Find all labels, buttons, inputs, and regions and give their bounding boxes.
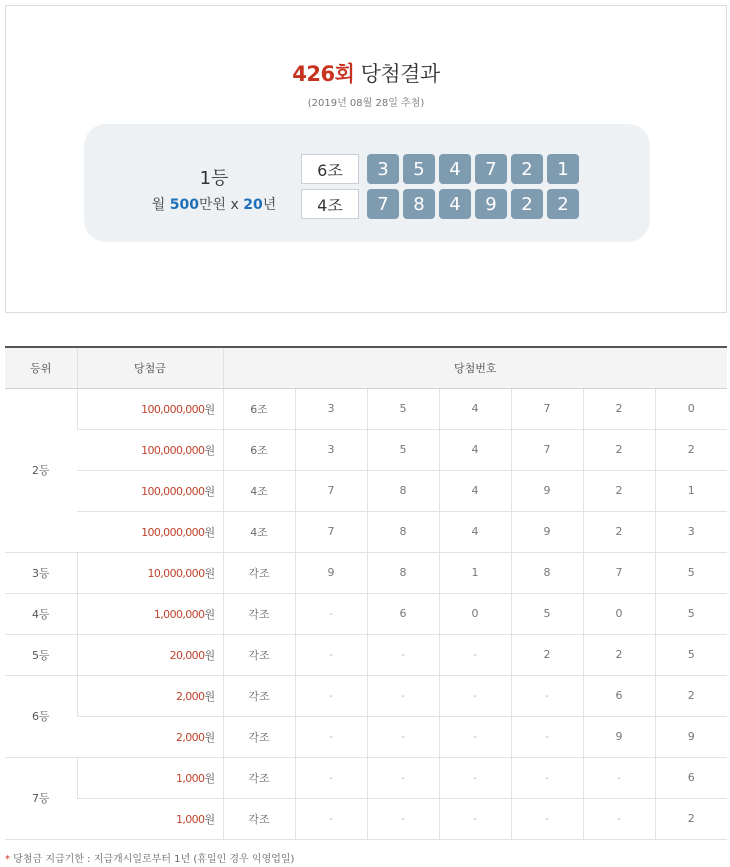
rank-cell: 3등 (5, 552, 77, 593)
group-cell: 각조 (223, 552, 295, 593)
desc-mid: 만원 x (198, 197, 244, 213)
first-prize-box (84, 124, 650, 242)
prize-amount: 10,000,000 (147, 566, 205, 580)
years: 20 (243, 197, 263, 213)
number-cell: - (439, 798, 511, 839)
group-cell: 각조 (223, 798, 295, 839)
number-ball: 1 (547, 154, 579, 184)
group-box: 6조 (301, 154, 359, 184)
header-rank: 등위 (5, 347, 77, 388)
won-unit: 원 (204, 484, 215, 498)
note-star: * (5, 854, 10, 865)
number-cell: 8 (511, 552, 583, 593)
number-cell: 0 (655, 388, 727, 429)
number-cell: 5 (655, 593, 727, 634)
group-cell: 각조 (223, 757, 295, 798)
prize-amount: 2,000 (175, 730, 205, 744)
group-cell: 각조 (223, 593, 295, 634)
number-cell: 4 (439, 388, 511, 429)
table-header-row (5, 347, 727, 388)
number-cell: 3 (655, 511, 727, 552)
group-cell: 4조 (223, 470, 295, 511)
number-cell: 7 (295, 511, 367, 552)
prize-cell (77, 634, 223, 675)
number-cell: - (439, 675, 511, 716)
table-body (5, 388, 727, 839)
won-unit: 원 (204, 812, 215, 826)
prize-amount: 100,000,000 (141, 484, 205, 498)
number-cell: - (367, 798, 439, 839)
number-ball: 2 (547, 189, 579, 219)
number-cell: 9 (295, 552, 367, 593)
rank-cell: 7등 (5, 757, 77, 839)
rank-cell: 6등 (5, 675, 77, 757)
number-cell: 1 (655, 470, 727, 511)
number-cell: 4 (439, 511, 511, 552)
number-cell: - (511, 716, 583, 757)
prize-cell (77, 552, 223, 593)
number-ball: 9 (475, 189, 507, 219)
number-cell: 1 (439, 552, 511, 593)
number-ball: 5 (403, 154, 435, 184)
table-row (5, 552, 727, 593)
number-cell: 2 (583, 388, 655, 429)
rank-cell: 4등 (5, 593, 77, 634)
round-number: 426회 (292, 62, 355, 86)
number-cell: 9 (583, 716, 655, 757)
table-row (5, 634, 727, 675)
desc-suffix: 년 (262, 197, 277, 213)
number-cell: - (295, 757, 367, 798)
number-cell: 6 (583, 675, 655, 716)
won-unit: 원 (204, 730, 215, 744)
number-cell: 2 (583, 634, 655, 675)
header-numbers: 당첨번호 (223, 347, 727, 388)
won-unit: 원 (204, 443, 215, 457)
number-ball: 7 (475, 154, 507, 184)
number-cell: 2 (583, 470, 655, 511)
number-cell: 5 (367, 429, 439, 470)
won-unit: 원 (204, 402, 215, 416)
won-unit: 원 (204, 525, 215, 539)
number-cell: - (511, 675, 583, 716)
group-cell: 4조 (223, 511, 295, 552)
result-title-suffix: 당첨결과 (354, 62, 440, 86)
number-cell: 7 (295, 470, 367, 511)
number-ball: 8 (403, 189, 435, 219)
first-prize-number-row (301, 189, 579, 219)
prize-cell (77, 593, 223, 634)
number-cell: - (295, 716, 367, 757)
monthly-amount: 500 (169, 197, 199, 213)
number-cell: - (439, 757, 511, 798)
won-unit: 원 (204, 771, 215, 785)
group-cell: 6조 (223, 388, 295, 429)
number-ball: 2 (511, 189, 543, 219)
prize-amount: 2,000 (175, 689, 205, 703)
table-row (5, 429, 727, 470)
prize-amount: 1,000 (175, 812, 205, 826)
table-row (5, 675, 727, 716)
result-title (6, 58, 726, 88)
rank-cell: 5등 (5, 634, 77, 675)
prize-amount: 100,000,000 (141, 525, 205, 539)
prize-cell (77, 757, 223, 798)
won-unit: 원 (204, 607, 215, 621)
number-cell: 6 (655, 757, 727, 798)
number-cell: 5 (655, 634, 727, 675)
number-cell: - (367, 675, 439, 716)
prize-table-wrap (5, 346, 727, 840)
won-unit: 원 (204, 689, 215, 703)
payment-deadline-note (5, 850, 294, 865)
number-ball: 3 (367, 154, 399, 184)
result-card (5, 5, 727, 313)
number-cell: 3 (295, 429, 367, 470)
number-cell: 2 (583, 511, 655, 552)
won-unit: 원 (204, 648, 215, 662)
number-cell: - (367, 716, 439, 757)
number-cell: 7 (511, 388, 583, 429)
number-cell: - (367, 634, 439, 675)
group-cell: 각조 (223, 675, 295, 716)
draw-date: (2019년 08월 28일 추첨) (307, 98, 425, 109)
first-prize-rank: 1등 (199, 168, 229, 189)
rank-cell: 2등 (5, 388, 77, 552)
prize-cell (77, 511, 223, 552)
number-cell: 0 (439, 593, 511, 634)
number-ball: 4 (439, 154, 471, 184)
number-cell: 5 (511, 593, 583, 634)
prize-amount: 20,000 (169, 648, 205, 662)
prize-cell (77, 429, 223, 470)
prize-amount: 100,000,000 (141, 402, 205, 416)
number-cell: 7 (511, 429, 583, 470)
number-cell: 2 (655, 675, 727, 716)
prize-amount: 100,000,000 (141, 443, 205, 457)
header-prize: 당첨금 (77, 347, 223, 388)
group-box: 4조 (301, 189, 359, 219)
prize-cell (77, 388, 223, 429)
number-cell: - (583, 757, 655, 798)
number-cell: - (295, 798, 367, 839)
number-cell: - (511, 757, 583, 798)
number-cell: 8 (367, 511, 439, 552)
number-cell: - (439, 716, 511, 757)
number-cell: - (295, 593, 367, 634)
number-cell: 9 (511, 511, 583, 552)
prize-amount: 1,000 (175, 771, 205, 785)
table-row (5, 511, 727, 552)
prize-amount: 1,000,000 (153, 607, 205, 621)
desc-prefix: 월 (151, 197, 170, 213)
prize-cell (77, 470, 223, 511)
number-cell: 5 (367, 388, 439, 429)
first-prize-description (134, 194, 294, 214)
prize-cell (77, 798, 223, 839)
number-cell: 0 (583, 593, 655, 634)
group-cell: 각조 (223, 716, 295, 757)
number-cell: 8 (367, 470, 439, 511)
number-cell: 7 (583, 552, 655, 593)
number-cell: - (295, 675, 367, 716)
prize-cell (77, 716, 223, 757)
won-unit: 원 (204, 566, 215, 580)
table-row (5, 716, 727, 757)
group-cell: 6조 (223, 429, 295, 470)
number-cell: - (511, 798, 583, 839)
table-row (5, 470, 727, 511)
number-ball: 4 (439, 189, 471, 219)
number-cell: 2 (655, 798, 727, 839)
number-cell: 5 (655, 552, 727, 593)
table-row (5, 388, 727, 429)
number-cell: 6 (367, 593, 439, 634)
number-cell: 4 (439, 429, 511, 470)
number-cell: - (583, 798, 655, 839)
number-cell: 2 (583, 429, 655, 470)
group-cell: 각조 (223, 634, 295, 675)
number-cell: 2 (511, 634, 583, 675)
number-cell: 2 (655, 429, 727, 470)
note-text: 당첨금 지급기한 : 지급개시일로부터 1년 (휴일인 경우 익영업일) (10, 854, 295, 865)
number-cell: - (367, 757, 439, 798)
number-cell: 8 (367, 552, 439, 593)
prize-table (5, 346, 727, 840)
number-ball: 2 (511, 154, 543, 184)
number-cell: 3 (295, 388, 367, 429)
first-prize-number-row (301, 154, 579, 184)
number-cell: - (295, 634, 367, 675)
table-row (5, 798, 727, 839)
prize-cell (77, 675, 223, 716)
number-cell: 4 (439, 470, 511, 511)
number-cell: 9 (655, 716, 727, 757)
table-row (5, 593, 727, 634)
table-row (5, 757, 727, 798)
number-ball: 7 (367, 189, 399, 219)
number-cell: 9 (511, 470, 583, 511)
number-cell: - (439, 634, 511, 675)
